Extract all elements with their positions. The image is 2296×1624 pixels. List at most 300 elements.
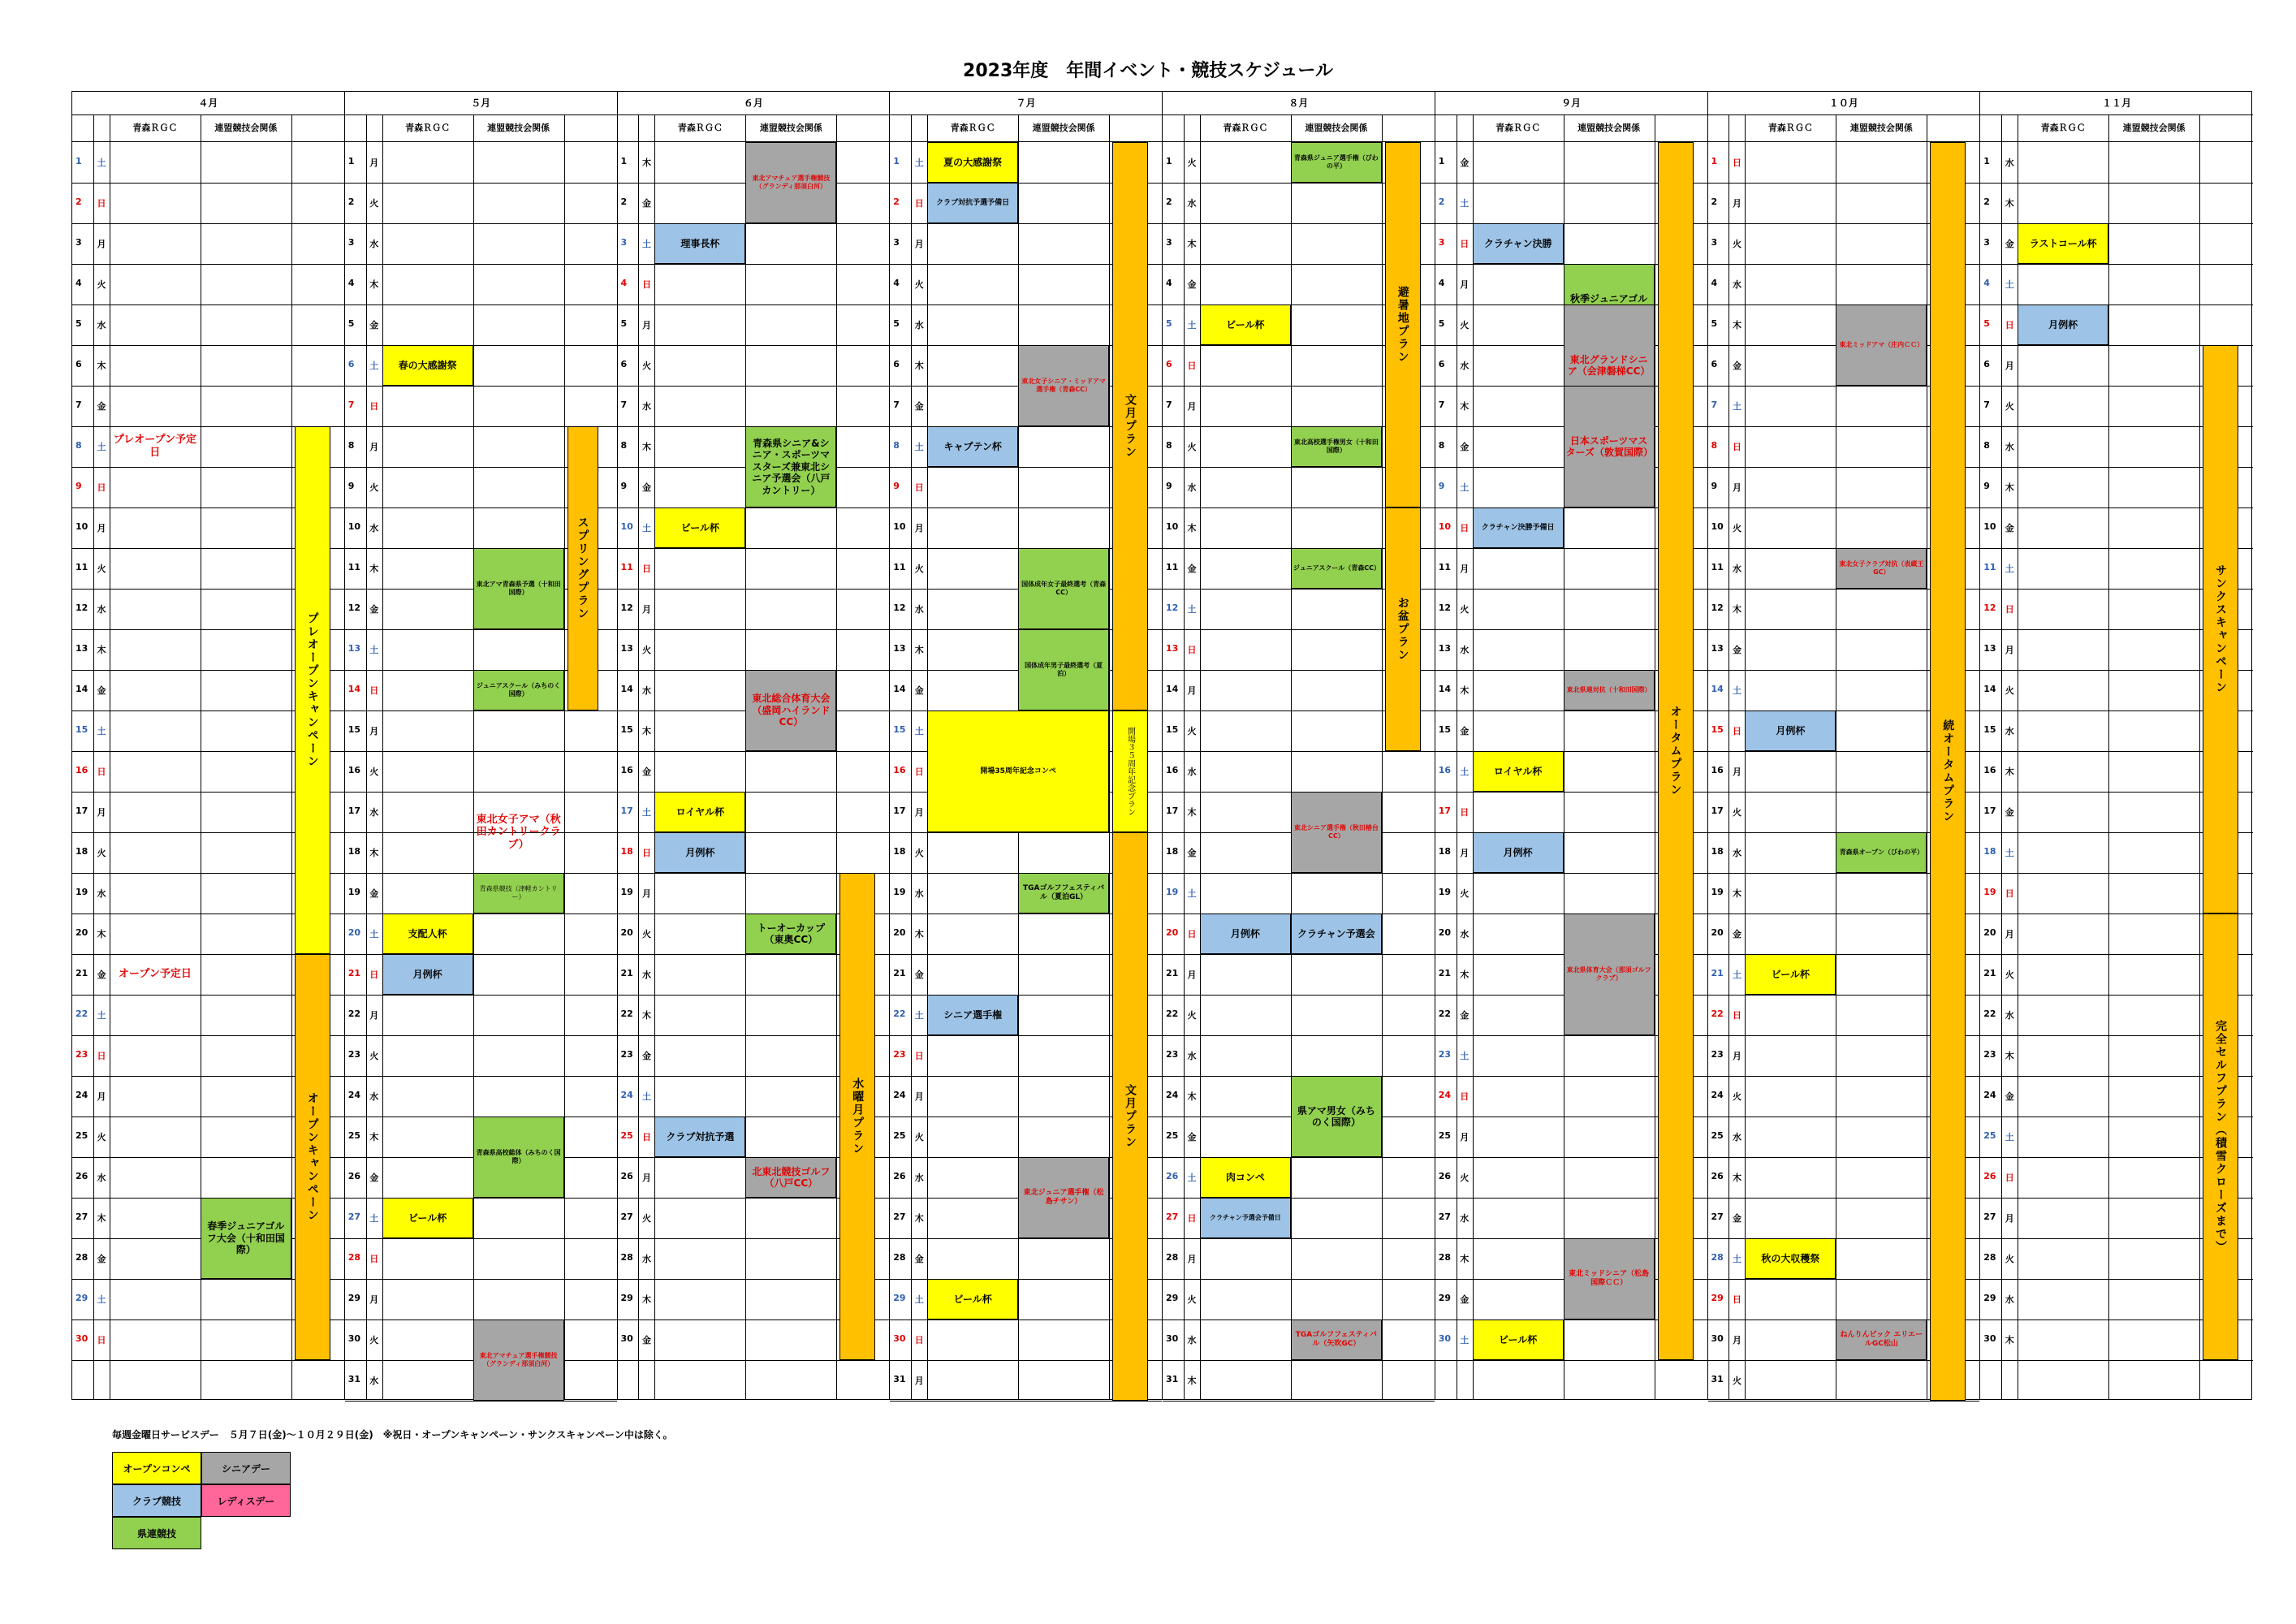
day-of-week: 月 [641,1173,651,1183]
event-cell: 東北総合体育大会（盛岡ハイランドCC） [745,670,836,751]
day-number: 30 [75,1333,88,1344]
day-number: 29 [1165,1293,1179,1303]
day-of-week: 金 [2005,1091,2014,1102]
day-of-week: 土 [1460,198,1470,209]
day-of-week: 土 [1187,320,1197,330]
campaign-bar [295,426,330,954]
day-of-week: 月 [1187,685,1197,696]
day-of-week: 月 [1732,1051,1741,1061]
legend-item: レディスデー [201,1484,291,1517]
day-of-week: 水 [914,888,924,899]
col-header-bar [1109,114,1163,142]
day-of-week: 土 [1732,401,1741,412]
month-11 [1980,92,2253,1399]
day-number: 15 [1711,724,1724,735]
day-number: 26 [1165,1171,1179,1181]
row-divider [1163,1360,1435,1361]
column-divider [836,114,837,1399]
day-number: 23 [1711,1049,1724,1060]
col-header-rgc: 青森ＲＧＣ [1745,114,1836,142]
day-number: 28 [1983,1252,1996,1263]
day-number: 4 [620,278,628,288]
day-of-week: 火 [914,564,924,574]
day-number: 9 [893,481,900,491]
page-title: 2023年度 年間イベント・競技スケジュール [963,61,1333,81]
footnote: 毎週金曜日サービスデー ５月７日(金)～１０月２９日(金) ※祝日・オープンキャンペーン・サンクスキャンペーン中は除く。 [112,1429,673,1440]
day-number: 21 [1438,968,1452,978]
event-cell: クラブ対抗予選予備日 [927,183,1018,223]
day-number: 18 [1711,846,1724,857]
day-of-week: 月 [1732,1335,1741,1345]
day-number: 26 [347,1171,361,1181]
day-number: 18 [1165,846,1179,857]
row-divider [890,1401,1162,1402]
day-of-week: 火 [914,279,924,290]
day-number: 13 [620,643,633,654]
row-divider [618,751,890,752]
day-of-week: 水 [97,888,106,899]
day-of-week: 火 [641,1213,651,1224]
day-number: 20 [1711,927,1724,938]
day-of-week: 月 [97,807,106,818]
day-number: 27 [1983,1212,1996,1222]
day-number: 6 [75,359,82,369]
day-of-week: 木 [97,1213,106,1224]
day-of-week: 火 [641,929,651,939]
day-of-week: 木 [1732,320,1741,330]
day-number: 2 [347,197,355,207]
campaign-bar [839,873,875,1360]
day-number: 13 [1438,643,1452,654]
campaign-bar [1930,142,1966,1401]
day-of-week: 金 [641,482,651,493]
campaign-label: 水曜月プラン [851,1078,865,1155]
day-of-week: 土 [97,158,106,168]
day-number: 6 [1438,359,1445,369]
day-number: 1 [1983,156,1990,166]
day-number: 21 [75,968,88,978]
day-number: 17 [1165,806,1179,816]
day-number: 8 [1438,440,1445,451]
day-number: 30 [1983,1333,1996,1344]
column-divider [911,114,912,1399]
col-header-bar [1655,114,1708,142]
event-cell: 春の大感謝祭 [382,345,473,386]
day-number: 25 [1165,1130,1179,1141]
day-number: 20 [893,927,906,938]
day-number: 19 [1165,887,1179,897]
row-divider [345,995,617,996]
day-of-week: 土 [641,239,651,249]
day-of-week: 水 [2005,158,2014,168]
day-number: 1 [620,156,628,166]
day-number: 25 [1438,1130,1452,1141]
day-number: 27 [1438,1212,1452,1222]
day-of-week: 月 [2005,929,2014,939]
day-number: 24 [1711,1090,1724,1100]
row-divider [1980,183,2253,184]
day-of-week: 水 [1732,1132,1741,1142]
row-divider [345,1401,617,1402]
day-of-week: 火 [1460,604,1470,615]
col-header-rgc: 青森ＲＧＣ [654,114,745,142]
day-number: 25 [620,1130,633,1141]
day-of-week: 火 [2005,685,2014,696]
day-number: 16 [1711,765,1724,775]
day-of-week: 木 [2005,1051,2014,1061]
day-number: 14 [1165,684,1179,694]
day-number: 13 [893,643,906,654]
day-number: 5 [347,318,355,329]
month-label: ４月 [72,92,344,115]
day-number: 12 [893,603,906,613]
row-divider [618,386,890,387]
day-number: 11 [893,562,906,572]
day-number: 2 [1711,197,1718,207]
day-number: 4 [1711,278,1718,288]
day-of-week: 木 [1460,1254,1470,1264]
day-of-week: 日 [97,1051,106,1061]
day-number: 17 [1438,806,1452,816]
day-number: 5 [75,318,82,329]
day-of-week: 金 [1187,279,1197,290]
day-number: 19 [347,887,361,897]
day-of-week: 日 [369,1254,379,1264]
day-number: 3 [1711,237,1718,248]
day-number: 2 [1165,197,1172,207]
day-number: 23 [620,1049,633,1060]
day-of-week: 月 [2005,645,2014,655]
day-number: 27 [1711,1212,1724,1222]
day-number: 20 [1165,927,1179,938]
day-of-week: 月 [914,523,924,533]
day-of-week: 月 [1460,848,1470,858]
legend-item: オープンコンペ [112,1452,201,1484]
day-of-week: 木 [1460,685,1470,696]
day-of-week: 火 [1732,1091,1741,1102]
day-of-week: 金 [97,685,106,696]
day-number: 3 [75,237,82,248]
day-number: 7 [620,400,628,410]
month-label: ６月 [618,92,890,115]
day-of-week: 日 [914,1051,924,1061]
day-number: 15 [620,724,633,735]
day-number: 20 [620,927,633,938]
day-number: 12 [1711,603,1724,613]
day-of-week: 水 [1187,1051,1197,1061]
row-divider [1163,1238,1435,1239]
event-cell: 東北シニア選手権（秋田椿台CC） [1291,792,1382,873]
event-cell: キャプテン杯 [927,426,1018,467]
day-number: 13 [347,643,361,654]
day-of-week: 金 [97,970,106,980]
day-of-week: 土 [2005,564,2014,574]
event-cell: 開場35周年記念コンペ [927,710,1109,832]
row-divider [1163,954,1435,955]
row-divider [1980,1360,2253,1361]
col-header-rgc: 青森ＲＧＣ [927,114,1018,142]
day-number: 23 [1165,1049,1179,1060]
day-number: 27 [620,1212,633,1222]
day-number: 12 [347,603,361,613]
day-number: 7 [1165,400,1172,410]
day-number: 5 [620,318,628,329]
event-cell: ジュニアスクール（みちのく国際） [473,670,564,710]
day-number: 5 [1438,318,1445,329]
day-of-week: 金 [914,685,924,696]
day-number: 21 [893,968,906,978]
day-of-week: 木 [1732,888,1741,899]
day-of-week: 月 [641,604,651,615]
col-header-rgc: 青森ＲＧＣ [1473,114,1564,142]
event-note: プレオープン予定日 [113,434,197,459]
event-cell: 東北県連対抗（十和田国際） [1564,670,1655,710]
day-number: 2 [1438,197,1445,207]
day-of-week: 水 [2005,1294,2014,1305]
day-of-week: 日 [1732,1294,1741,1305]
day-number: 3 [347,237,355,248]
day-number: 25 [75,1130,88,1141]
day-of-week: 月 [1187,401,1197,412]
day-number: 9 [347,481,355,491]
day-of-week: 金 [1732,361,1741,371]
day-of-week: 火 [2005,401,2014,412]
day-number: 18 [75,846,88,857]
event-cell: クラチャン予選会予備日 [1200,1198,1291,1238]
row-divider [345,1076,617,1077]
event-cell: 東北女子クラブ対抗（表蔵王GC） [1836,548,1927,589]
day-number: 17 [620,806,633,816]
day-of-week: 月 [369,442,379,452]
day-number: 3 [1165,237,1172,248]
event-cell: 夏の大感謝祭 [927,142,1018,183]
day-of-week: 水 [369,807,379,818]
row-divider [1435,1360,1707,1361]
day-of-week: 水 [369,1376,379,1386]
day-of-week: 金 [1187,848,1197,858]
day-of-week: 火 [641,645,651,655]
day-number: 21 [1711,968,1724,978]
day-number: 5 [1165,318,1172,329]
day-number: 31 [1165,1374,1179,1384]
event-cell: クラチャン決勝 [1473,223,1564,264]
col-header-blank [345,114,382,142]
event-cell: 秋の大収穫祭 [1745,1238,1836,1279]
day-of-week: 金 [641,1051,651,1061]
day-number: 13 [75,643,88,654]
day-number: 7 [1438,400,1445,410]
day-number: 15 [893,724,906,735]
day-of-week: 土 [914,1010,924,1021]
row-divider [345,1279,617,1280]
day-number: 14 [75,684,88,694]
col-header-assoc: 連盟競技会関係 [1836,114,1927,142]
day-of-week: 日 [1732,442,1741,452]
day-of-week: 日 [1460,807,1470,818]
day-of-week: 土 [97,442,106,452]
day-of-week: 土 [914,442,924,452]
day-of-week: 日 [914,198,924,209]
day-number: 12 [1983,603,1996,613]
day-of-week: 土 [97,1294,106,1305]
day-number: 9 [620,481,628,491]
day-number: 7 [347,400,355,410]
day-of-week: 日 [97,1335,106,1345]
day-number: 28 [620,1252,633,1263]
column-divider [1109,114,1110,1399]
day-of-week: 土 [1460,767,1470,777]
day-of-week: 木 [1732,604,1741,615]
day-of-week: 火 [1732,1376,1741,1386]
month-6 [618,92,891,1399]
day-number: 31 [893,1374,906,1384]
day-number: 10 [75,521,88,532]
day-number: 18 [620,846,633,857]
column-divider [654,114,655,1399]
day-of-week: 水 [914,1173,924,1183]
day-number: 10 [1983,521,1996,532]
day-of-week: 火 [369,482,379,493]
day-of-week: 土 [641,523,651,533]
day-of-week: 水 [369,1091,379,1102]
day-number: 7 [1711,400,1718,410]
row-divider [345,751,617,752]
day-of-week: 土 [369,361,379,371]
row-divider [345,710,617,711]
day-of-week: 金 [1460,726,1470,736]
month-9 [1435,92,1708,1399]
day-of-week: 土 [1460,1051,1470,1061]
day-of-week: 木 [914,645,924,655]
day-number: 14 [347,684,361,694]
day-of-week: 木 [97,645,106,655]
event-cell: 東北高校選手権男女（十和田国際） [1291,426,1382,467]
event-cell: 東北女子シニア・ミッドアマ選手権（青森CC） [1018,345,1109,426]
day-of-week: 水 [2005,442,2014,452]
day-of-week: 金 [914,1254,924,1264]
day-of-week: 木 [1187,807,1197,818]
row-divider [1708,1401,1980,1402]
day-number: 12 [75,603,88,613]
day-of-week: 金 [914,401,924,412]
campaign-label: プレオープンキャンペーン [305,612,319,768]
day-number: 29 [1711,1293,1724,1303]
day-of-week: 木 [641,158,651,168]
day-number: 31 [1711,1374,1724,1384]
day-of-week: 水 [369,239,379,249]
day-of-week: 水 [1732,848,1741,858]
day-of-week: 土 [1732,685,1741,696]
event-cell: TGAゴルフフェスティバル（夏泊GL） [1018,873,1109,914]
day-of-week: 土 [1732,1254,1741,1264]
day-of-week: 火 [1187,1294,1197,1305]
day-number: 6 [893,359,900,369]
day-number: 27 [893,1212,906,1222]
month-label: ５月 [345,92,617,115]
day-number: 16 [75,765,88,775]
day-number: 14 [893,684,906,694]
day-of-week: 水 [914,320,924,330]
day-of-week: 月 [369,1010,379,1021]
campaign-label: 開場３５周年記念プラン [1125,727,1135,816]
day-number: 25 [1983,1130,1996,1141]
event-note: 東北女子アマ（秋田カントリークラブ） [476,813,561,851]
event-cell: 国体成年男子最終選考（夏泊） [1018,629,1109,710]
day-of-week: 木 [369,1132,379,1142]
day-of-week: 火 [914,848,924,858]
day-number: 10 [1438,521,1452,532]
month-label: ８月 [1163,92,1435,115]
campaign-label: 避暑地プラン [1396,286,1409,364]
day-of-week: 火 [1732,807,1741,818]
month-8 [1163,92,1435,1399]
event-cell: シニア選手権 [927,995,1018,1035]
day-number: 7 [1983,400,1990,410]
event-cell: 東北アマチュア選手権競技（グランディ那須白河） [473,1320,564,1401]
col-header-rgc: 青森ＲＧＣ [110,114,201,142]
col-header-bar [1382,114,1435,142]
row-divider [345,1035,617,1036]
row-divider [345,223,617,224]
day-of-week: 日 [97,482,106,493]
day-of-week: 日 [1460,239,1470,249]
day-of-week: 日 [369,970,379,980]
day-of-week: 火 [1460,320,1470,330]
col-header-bar [836,114,890,142]
day-of-week: 火 [1732,239,1741,249]
day-number: 22 [1165,1009,1179,1019]
col-header-assoc: 連盟競技会関係 [2108,114,2199,142]
day-of-week: 水 [1460,1213,1470,1224]
day-number: 29 [620,1293,633,1303]
day-number: 20 [1983,927,1996,938]
day-number: 29 [893,1293,906,1303]
day-number: 26 [1983,1171,1996,1181]
day-of-week: 土 [1187,1173,1197,1183]
column-divider [291,114,292,1399]
day-of-week: 水 [97,1173,106,1183]
day-of-week: 火 [1460,888,1470,899]
day-of-week: 水 [369,523,379,533]
row-divider [1163,1279,1435,1280]
day-of-week: 火 [369,1335,379,1345]
day-of-week: 火 [97,848,106,858]
day-of-week: 水 [914,604,924,615]
event-cell: 月例杯 [2018,304,2108,345]
event-cell: ロイヤル杯 [1473,751,1564,792]
day-of-week: 土 [2005,1132,2014,1142]
day-of-week: 日 [1187,1213,1197,1224]
day-number: 22 [1438,1009,1452,1019]
day-of-week: 月 [914,1376,924,1386]
event-cell: ねんりんピック エリエールGC松山 [1836,1320,1927,1360]
day-number: 16 [1438,765,1452,775]
day-of-week: 土 [369,645,379,655]
day-number: 25 [1711,1130,1724,1141]
event-cell: 青森県ジュニア選手権（びわの平） [1291,142,1382,183]
day-of-week: 土 [2005,279,2014,290]
event-cell: 月例杯 [1473,832,1564,873]
column-divider [2199,114,2200,1399]
day-of-week: 金 [1187,1132,1197,1142]
day-number: 29 [347,1293,361,1303]
day-of-week: 月 [2005,1213,2014,1224]
day-of-week: 金 [1732,1213,1741,1224]
day-of-week: 金 [2005,807,2014,818]
day-of-week: 水 [1187,1335,1197,1345]
day-number: 30 [620,1333,633,1344]
event-cell: ビール杯 [1473,1320,1564,1360]
